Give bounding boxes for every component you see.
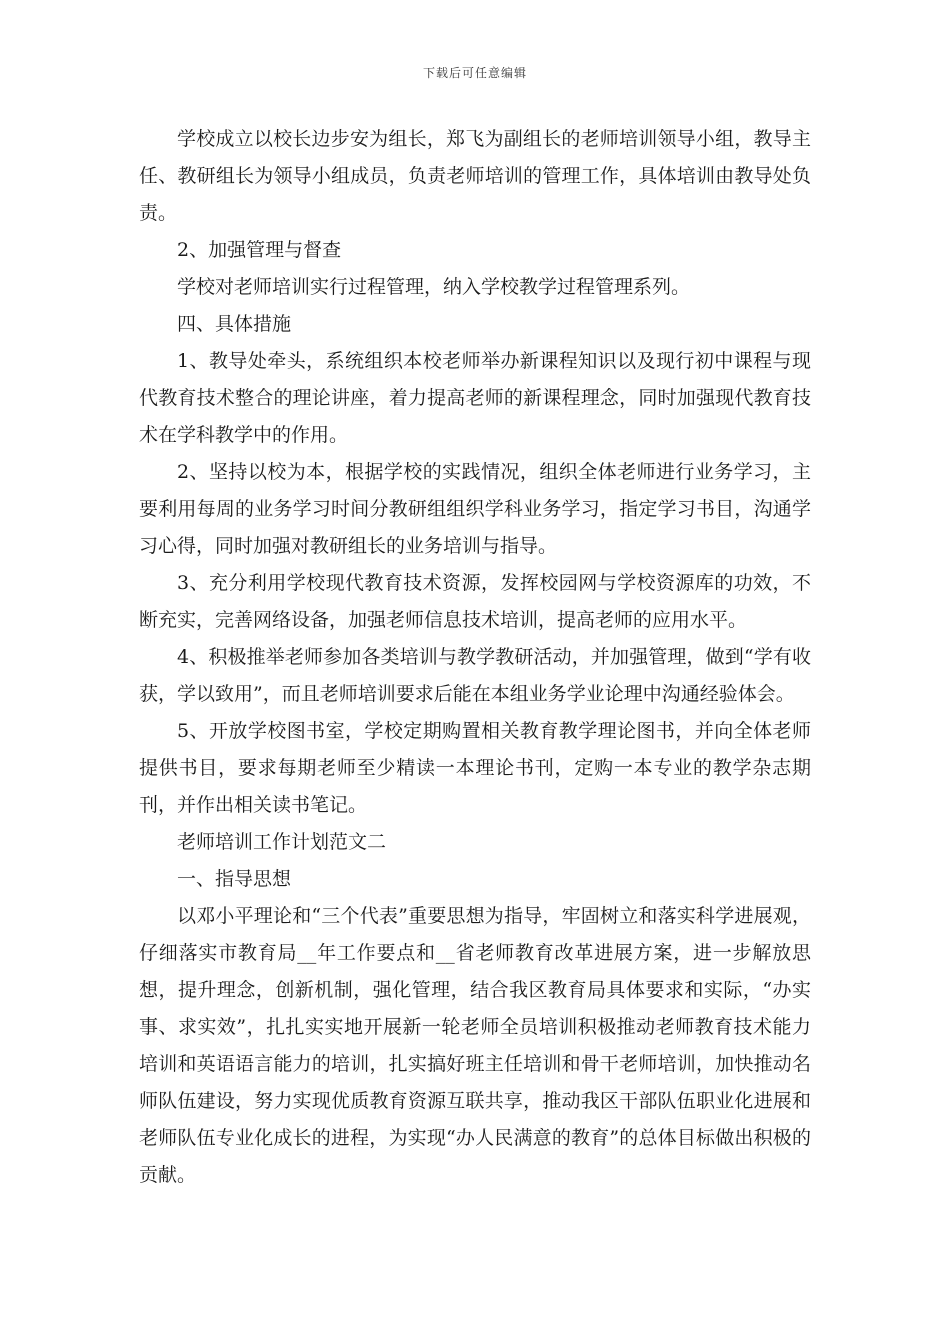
paragraph-measure-3: 3、充分利用学校现代教育技术资源，发挥校园网与学校资源库的功效，不断充实，完善网络设备，加强老师信息技术培训，提高老师的应用水平。 [139, 572, 811, 631]
paragraph-guiding-ideology: 以邓小平理论和“三个代表”重要思想为指导，牢固树立和落实科学进展观，仔细落实市教育局__年工作要点和__省老师教育改革进展方案，进一步解放思想，提升理念，创新机制，强化管理，结合我区教育局具体要求和实际，“办实事、求实效”，扎扎实实地开展新一轮老师全员培训积极推动老师教育技术能力培训和英语语言能力的培训，扎实搞好班主任培训和骨干老师培训，加快推动名师队伍建设，努力实现优质教育资源互联共享，推动我区干部队伍职业化进展和老师队伍专业化成长的进程，为实现“办人民满意的教育”的总体目标做出积极的贡献。 [139, 905, 811, 1186]
section-title-sample-two: 老师培训工作计划范文二 [177, 831, 387, 853]
paragraph-leadership-group: 学校成立以校长边步安为组长，郑飞为副组长的老师培训领导小组，教导主任、教研组长为领导小组成员，负责老师培训的管理工作，具体培训由教导处负责。 [139, 128, 811, 224]
paragraph-measure-2: 2、坚持以校为本，根据学校的实践情况，组织全体老师进行业务学习，主要利用每周的业务学习时间分教研组组织学科业务学习，指定学习书目，沟通学习心得，同时加强对教研组长的业务培训与指导。 [139, 461, 811, 557]
paragraph-measure-5: 5、开放学校图书室，学校定期购置相关教育教学理论图书，并向全体老师提供书目，要求每期老师至少精读一本理论书刊，定购一本专业的教学杂志期刊，并作出相关读书笔记。 [139, 720, 811, 816]
document-body [139, 121, 811, 1194]
paragraph-process-management: 学校对老师培训实行过程管理，纳入学校教学过程管理系列。 [177, 276, 691, 298]
paragraph-measure-1: 1、教导处牵头，系统组织本校老师举办新课程知识以及现行初中课程与现代教育技术整合的理论讲座，着力提高老师的新课程理念，同时加强现代教育技术在学科教学中的作用。 [139, 350, 811, 446]
heading-specific-measures: 四、具体措施 [177, 313, 292, 335]
heading-strengthen-management: 2、加强管理与督查 [177, 239, 342, 261]
page-header-note: 下载后可任意编辑 [422, 66, 527, 80]
paragraph-measure-4: 4、积极推举老师参加各类培训与教学教研活动，并加强管理，做到“学有收获，学以致用”，而且老师培训要求后能在本组业务学业论理中沟通经验体会。 [139, 646, 811, 705]
heading-guiding-ideology: 一、指导思想 [177, 868, 292, 890]
